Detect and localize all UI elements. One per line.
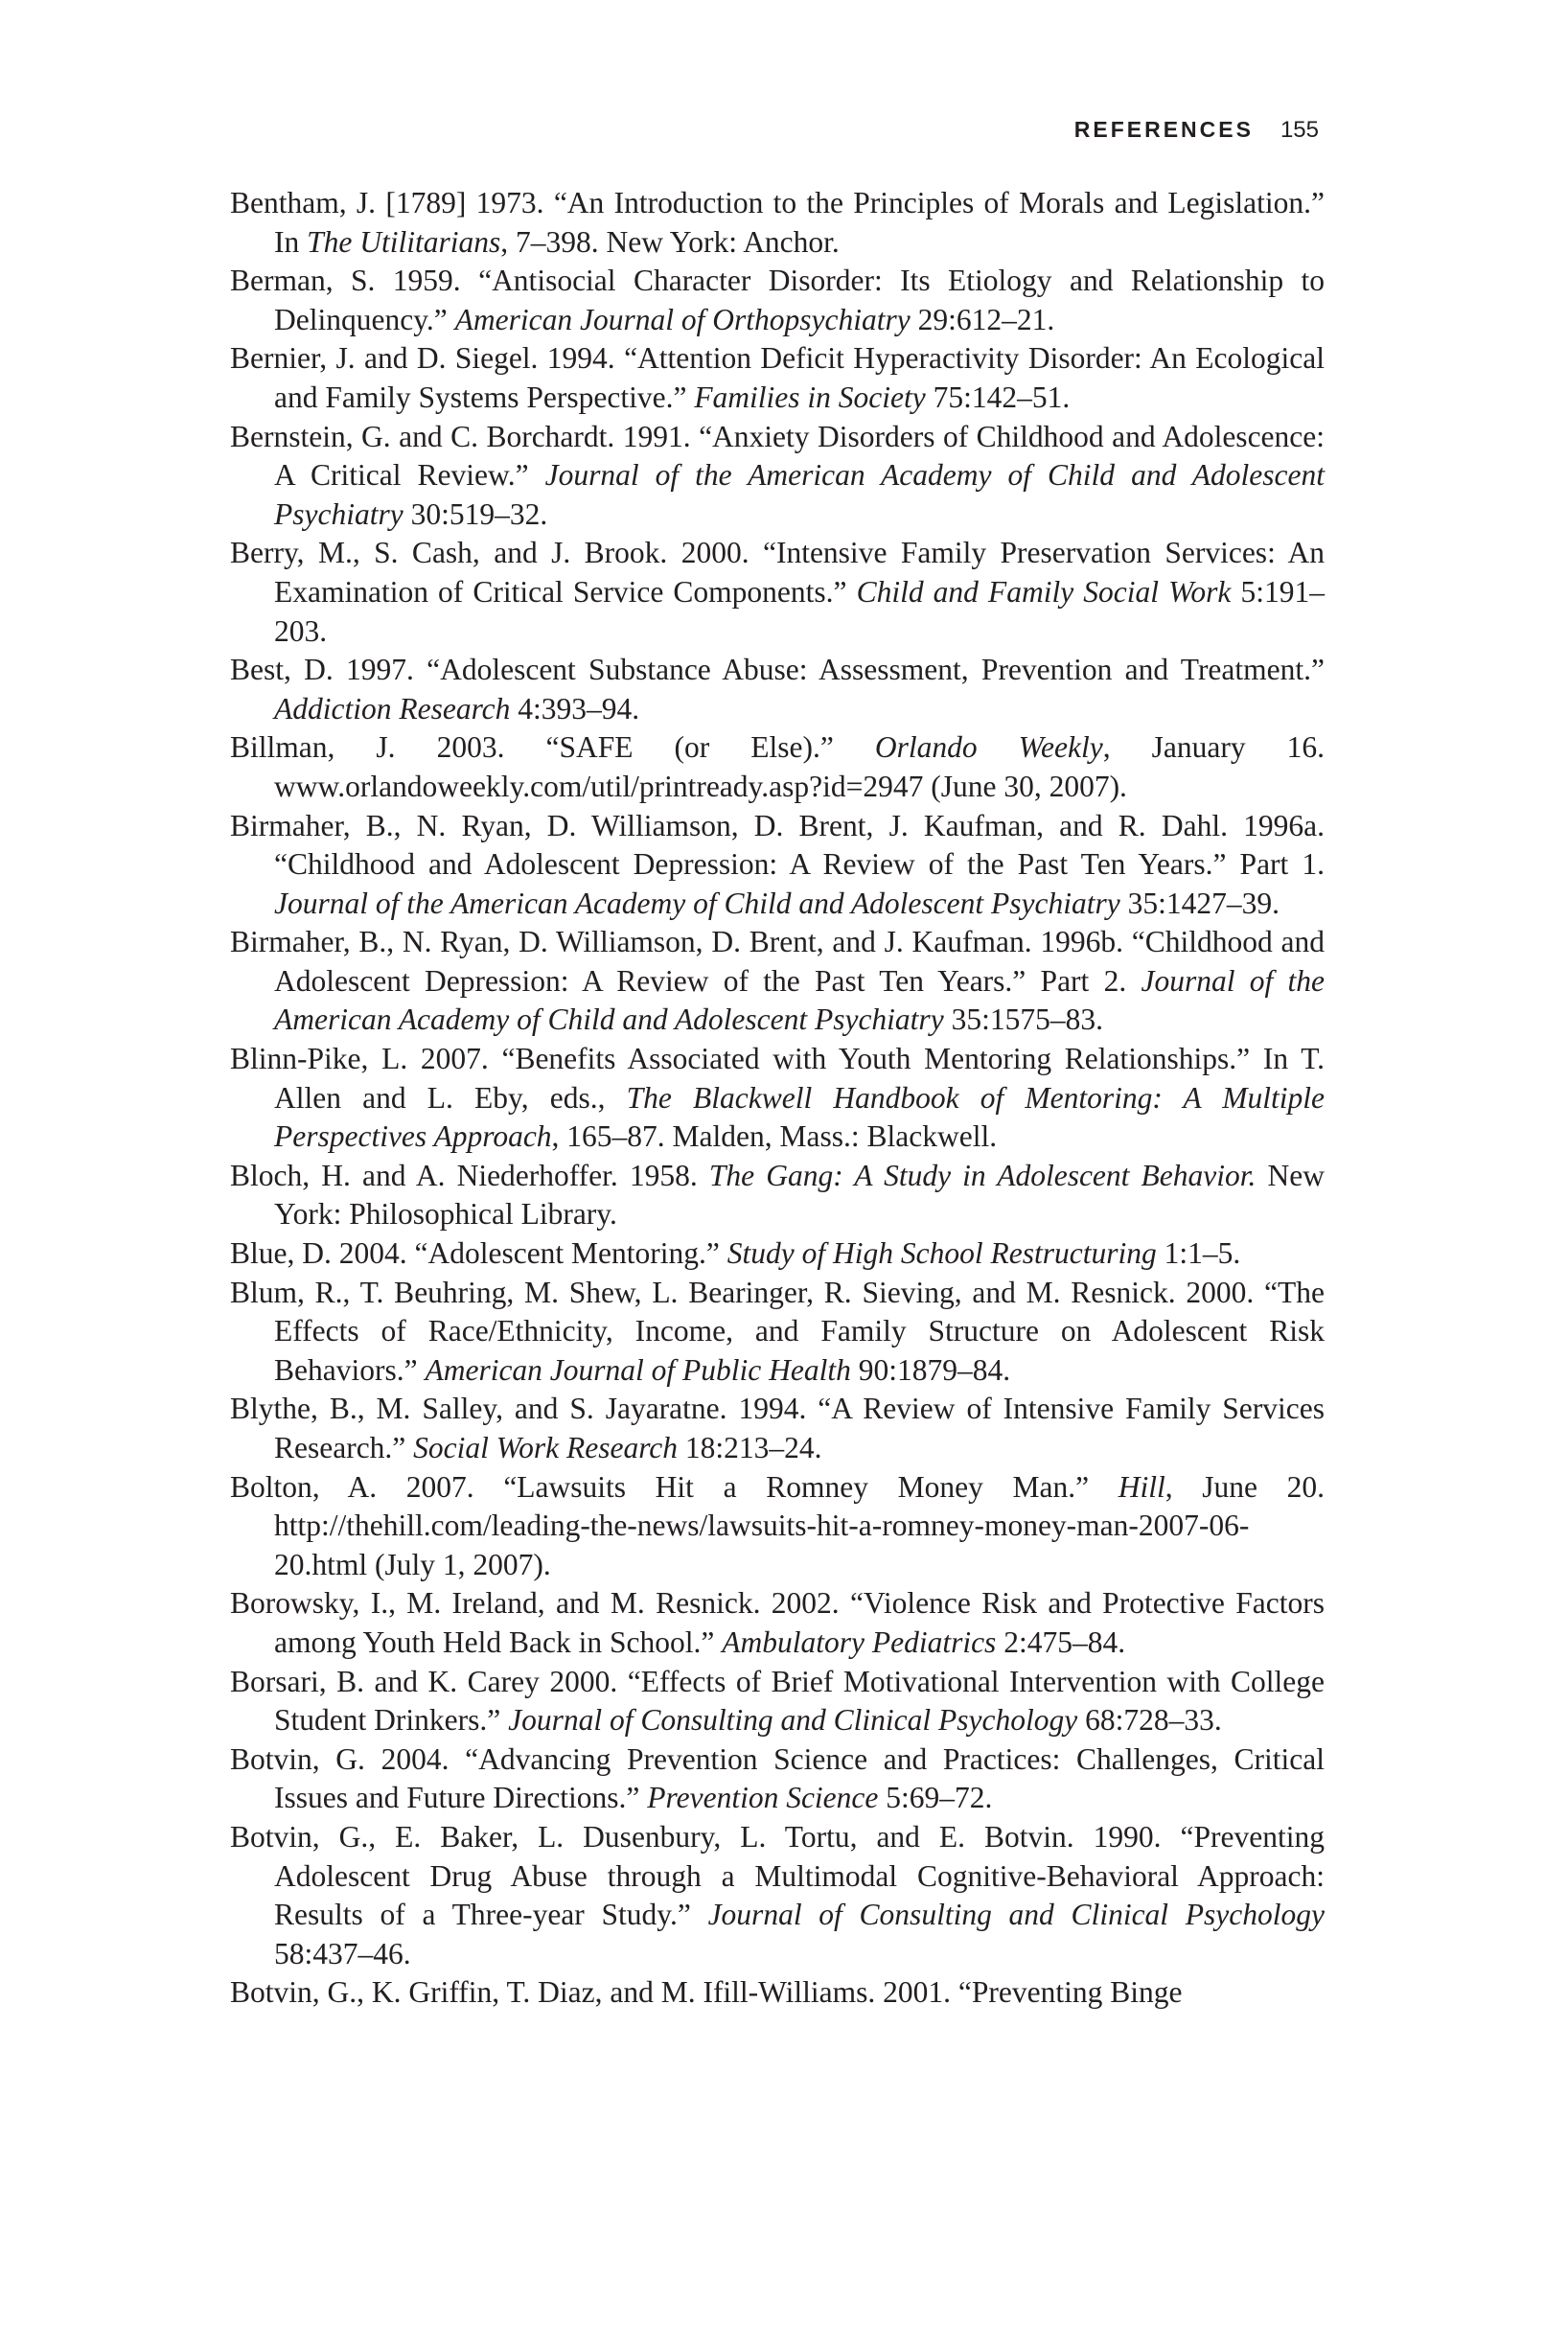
reference-source-title: American Journal of Public Health — [425, 1352, 851, 1387]
reference-details: , January 16. www.orlandoweekly.com/util/printready.asp?id=2947 (June 30, 2007). — [274, 730, 1325, 803]
reference-source-title: Families in Society — [694, 380, 926, 414]
reference-source-title: Ambulatory Pediatrics — [722, 1624, 997, 1659]
reference-source-title: The Gang: A Study in Adolescent Behavior. — [708, 1158, 1257, 1192]
reference-text: Blythe, B., M. Salley, and S. Jayaratne. 1994. “A Review of Intensive Family Services Research.” — [230, 1392, 1325, 1464]
reference-entry — [230, 1390, 1325, 1467]
reference-details: 75:142–51. — [925, 380, 1071, 414]
reference-entry — [230, 534, 1325, 651]
reference-details: 30:519–32. — [403, 496, 548, 531]
reference-entry — [230, 1234, 1325, 1274]
reference-text: Botvin, G., E. Baker, L. Dusenbury, L. Tortu, and E. Botvin. 1990. “Preventing Adolescent Drug Abuse through a Multimodal Cognitive-Behavioral Approach: Results of a Three-year Study.” — [230, 1819, 1325, 1932]
reference-source-title: Orlando Weekly — [874, 730, 1103, 765]
reference-source-title: Child and Family Social Work — [856, 574, 1232, 609]
reference-source-title: Journal of the American Academy of Child and Adolescent Psychiatry — [274, 963, 1325, 1037]
reference-source-title: Journal of the American Academy of Child and Adolescent Psychiatry — [274, 886, 1120, 920]
reference-entry — [230, 651, 1325, 728]
reference-details: 4:393–94. — [510, 691, 640, 726]
reference-entry — [230, 1040, 1325, 1157]
reference-entry — [230, 1274, 1325, 1391]
reference-details: 1:1–5. — [1156, 1236, 1241, 1271]
reference-entry — [230, 1740, 1325, 1818]
reference-entry — [230, 1663, 1325, 1740]
reference-text: Bloch, H. and A. Niederhoffer. 1958. — [230, 1158, 709, 1192]
reference-entry — [230, 1973, 1325, 2013]
reference-entry — [230, 1157, 1325, 1234]
reference-text: Botvin, G. 2004. “Advancing Prevention Science and Practices: Challenges, Critical Issues and Future Directions.” — [230, 1741, 1325, 1815]
reference-details: 29:612–21. — [910, 302, 1055, 336]
reference-entry — [230, 418, 1325, 535]
reference-details: , 7–398. New York: Anchor. — [500, 224, 840, 259]
reference-details: 5:69–72. — [878, 1781, 993, 1815]
reference-list — [230, 184, 1325, 2013]
reference-text: Blue, D. 2004. “Adolescent Mentoring.” — [230, 1236, 727, 1271]
reference-entry — [230, 1584, 1325, 1662]
reference-source-title: The Blackwell Handbook of Mentoring: A Multiple Perspectives Approach — [274, 1080, 1325, 1154]
reference-details: , 165–87. Malden, Mass.: Blackwell. — [551, 1119, 998, 1154]
reference-text: Borowsky, I., M. Ireland, and M. Resnick. 2002. “Violence Risk and Protective Factors among Youth Held Back in School.” — [230, 1586, 1325, 1659]
reference-details: , June 20. http://thehill.com/leading-the-news/lawsuits-hit-a-romney-money-man-2007-06-20.html (July 1, 2007). — [274, 1469, 1325, 1581]
reference-text: Best, D. 1997. “Adolescent Substance Abuse: Assessment, Prevention and Treatment.” — [230, 653, 1325, 687]
reference-entry — [230, 728, 1325, 806]
reference-entry — [230, 807, 1325, 924]
reference-details: 35:1575–83. — [943, 1002, 1103, 1037]
reference-text: Birmaher, B., N. Ryan, D. Williamson, D. Brent, and J. Kaufman. 1996b. “Childhood and Adolescent Depression: A Review of the Past Ten Years.” Part 2. — [230, 925, 1325, 998]
reference-entry — [230, 1468, 1325, 1585]
reference-details: New York: Philosophical Library. — [274, 1158, 1325, 1232]
section-title: REFERENCES — [1073, 117, 1254, 142]
reference-text: Bernier, J. and D. Siegel. 1994. “Attention Deficit Hyperactivity Disorder: An Ecological and Family Systems Perspective.” — [230, 341, 1325, 414]
reference-source-title: Social Work Research — [413, 1431, 679, 1464]
reference-source-title: The Utilitarians — [307, 224, 501, 259]
reference-text: Birmaher, B., N. Ryan, D. Williamson, D. Brent, J. Kaufman, and R. Dahl. 1996a. “Childhood and Adolescent Depression: A Review of the Past Ten Years.” Part 1. — [230, 808, 1325, 882]
reference-text: Bolton, A. 2007. “Lawsuits Hit a Romney Money Man.” — [230, 1469, 1118, 1504]
reference-details: 5:191–203. — [274, 574, 1325, 648]
reference-text: Borsari, B. and K. Carey 2000. “Effects of Brief Motivational Intervention with College Student Drinkers.” — [230, 1664, 1325, 1738]
reference-text: Bentham, J. [1789] 1973. “An Introduction to the Principles of Morals and Legislation.” In — [230, 186, 1325, 259]
reference-source-title: Journal of Consulting and Clinical Psychology — [508, 1703, 1078, 1738]
reference-text: Berman, S. 1959. “Antisocial Character Disorder: Its Etiology and Relationship to Delinquency.” — [230, 264, 1325, 336]
reference-source-title: Study of High School Restructuring — [726, 1236, 1157, 1271]
reference-source-title: American Journal of Orthopsychiatry — [454, 302, 911, 336]
reference-text: Berry, M., S. Cash, and J. Brook. 2000. “Intensive Family Preservation Services: An Examination of Critical Service Components.” — [230, 536, 1325, 609]
reference-text: Bernstein, G. and C. Borchardt. 1991. “Anxiety Disorders of Childhood and Adolescence: A Critical Review.” — [230, 419, 1325, 493]
running-head — [1074, 117, 1319, 144]
reference-text: Blum, R., T. Beuhring, M. Shew, L. Bearinger, R. Sieving, and M. Resnick. 2000. “The Effects of Race/Ethnicity, Income, and Family Structure on Adolescent Risk Behaviors.” — [230, 1275, 1325, 1387]
reference-details: 68:728–33. — [1077, 1703, 1222, 1738]
reference-source-title: Addiction Research — [274, 691, 511, 726]
reference-entry — [230, 1818, 1325, 1973]
reference-entry — [230, 262, 1325, 339]
reference-source-title: Journal of Consulting and Clinical Psychology — [707, 1898, 1325, 1932]
reference-details: 35:1427–39. — [1119, 886, 1280, 920]
reference-entry — [230, 923, 1325, 1040]
reference-entry — [230, 339, 1325, 417]
reference-details: 58:437–46. — [274, 1936, 411, 1970]
reference-source-title: Prevention Science — [647, 1781, 879, 1815]
reference-source-title: Hill — [1118, 1469, 1165, 1504]
page-number: 155 — [1280, 117, 1319, 143]
reference-details: 90:1879–84. — [850, 1352, 1011, 1387]
reference-entry — [230, 184, 1325, 262]
reference-details: 18:213–24. — [678, 1431, 822, 1464]
reference-source-title: Journal of the American Academy of Child and Adolescent Psychiatry — [274, 458, 1325, 531]
reference-details: 2:475–84. — [996, 1624, 1126, 1659]
reference-text: Blinn-Pike, L. 2007. “Benefits Associated with Youth Mentoring Relationships.” In T. Allen and L. Eby, eds., — [230, 1042, 1325, 1115]
reference-text: Botvin, G., K. Griffin, T. Diaz, and M. Ifill-Williams. 2001. “Preventing Binge — [230, 1975, 1183, 2010]
reference-text: Billman, J. 2003. “SAFE (or Else).” — [230, 730, 875, 765]
